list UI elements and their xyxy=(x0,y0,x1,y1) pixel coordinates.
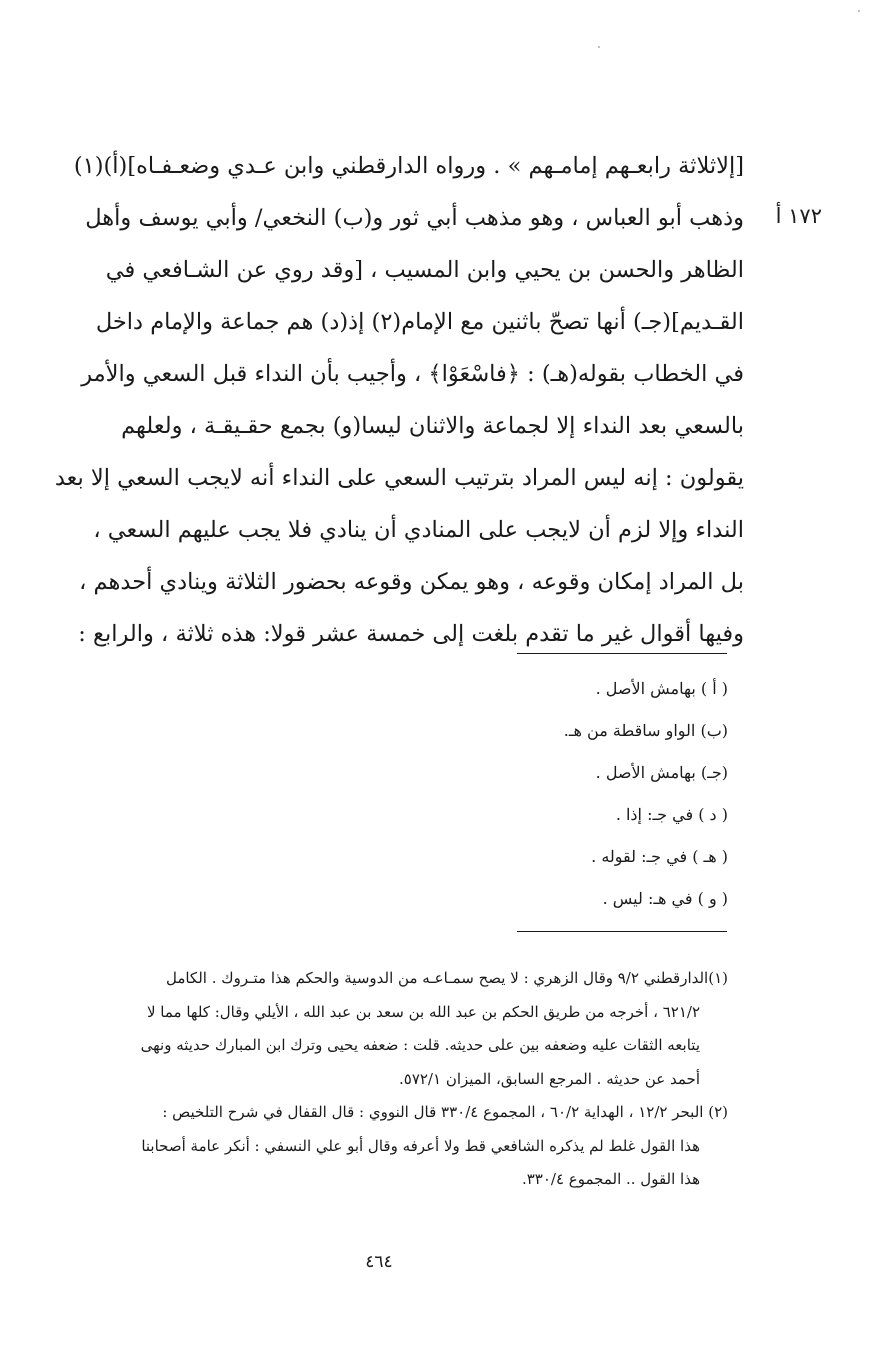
manuscript-variants xyxy=(28,668,728,920)
variant-note: ( د ) في جـ: إذا . xyxy=(615,805,728,824)
main-text-line: في الخطاب بقوله(هـ) : ﴿فاسْعَوْا﴾ ، وأجيب بأن النداء قبل السعي والأمر xyxy=(81,361,744,387)
scan-speck xyxy=(598,46,600,48)
margin-manuscript-reference: ١٧٢ أ xyxy=(775,204,822,228)
variant-note: ( أ ) بهامش الأصل . xyxy=(595,679,728,698)
scan-speck xyxy=(858,10,860,12)
main-text-line: بالسعي بعد النداء إلا لجماعة والاثنان ليسا(و) بجمع حقـيقـة ، ولعلهم xyxy=(121,413,744,439)
main-text-line: وذهب أبو العباس ، وهو مذهب أبي ثور و(ب) النخعي/ وأبي يوسف وأهل xyxy=(85,205,744,231)
variant-note: (جـ) بهامش الأصل . xyxy=(595,763,728,782)
footnote-line: هذا القول .. المجموع ٣٣٠/٤. xyxy=(521,1170,700,1188)
footnote-line: ٦٢١/٢ ، أخرجه من طريق الحكم بن عبد الله بن سعد بن عبد الله ، الأيلي وقال: كلها مما لا xyxy=(146,1002,700,1021)
footnotes-separator-rule xyxy=(517,931,727,932)
footnote-1 xyxy=(28,962,728,1096)
variant-note: (ب) الواو ساقطة من هـ. xyxy=(563,721,728,740)
variant-note: ( و ) في هـ: ليس . xyxy=(602,889,728,908)
variants-separator-rule xyxy=(517,653,727,654)
footnote-line: يتابعه الثقات عليه وضعفه بين على حديثه. قلت : ضعفه يحيى وترك ابن المبارك حديثه ونهى xyxy=(140,1036,700,1054)
main-text-line: بل المراد إمكان وقوعه ، وهو يمكن وقوعه بحضور الثلاثة وينادي أحدهم ، xyxy=(79,569,744,595)
main-text-line: النداء وإلا لزم أن لايجب على المنادي أن ينادي فلا يجب عليهم السعي ، xyxy=(93,517,744,543)
main-text-body xyxy=(28,140,744,660)
footnotes xyxy=(28,962,728,1197)
footnote-line: (٢) البحر ١٢/٢ ، الهداية ٦٠/٢ ، المجموع ٣٣٠/٤ قال النووي : قال القفال في شرح التلخيص : xyxy=(162,1103,728,1121)
variant-note: ( هـ ) في جـ: لقوله . xyxy=(591,847,728,866)
page-number: ٤٦٤ xyxy=(365,1252,393,1272)
main-text-line: يقولون : إنه ليس المراد بترتيب السعي على النداء أنه لايجب السعي إلا بعد xyxy=(54,465,744,491)
main-text-line: القـديم](جـ) أنها تصحّ باثنين مع الإمام(٢) إذ(د) هم جماعة والإمام داخل xyxy=(95,309,744,335)
footnote-line: (١)الدارقطني ٩/٢ وقال الزهري : لا يصح سمـاعـه من الدوسية والحكم هذا متـروك . الكامل xyxy=(165,969,728,987)
main-text-line: الظاهر والحسن بن يحيي وابن المسيب ، [وقد روي عن الشـافعي في xyxy=(105,257,744,283)
main-text-line: [إلاثلاثة رابعـهم إمامـهم » . ورواه الدارقطني وابن عـدي وضعـفـاه](أ)(١) xyxy=(73,153,744,179)
footnote-line: أحمد عن حديثه . المرجع السابق، الميزان ٥٧٢/١. xyxy=(398,1069,700,1088)
footnote-2 xyxy=(28,1096,728,1197)
footnote-line: هذا القول غلط لم يذكره الشافعي قط ولا أعرفه وقال أبو علي النسفي : أنكر عامة أصحابنا xyxy=(141,1136,700,1155)
main-text-line: وفيها أقوال غير ما تقدم بلغت إلى خمسة عشر قولا: هذه ثلاثة ، والرابع : xyxy=(78,621,744,647)
